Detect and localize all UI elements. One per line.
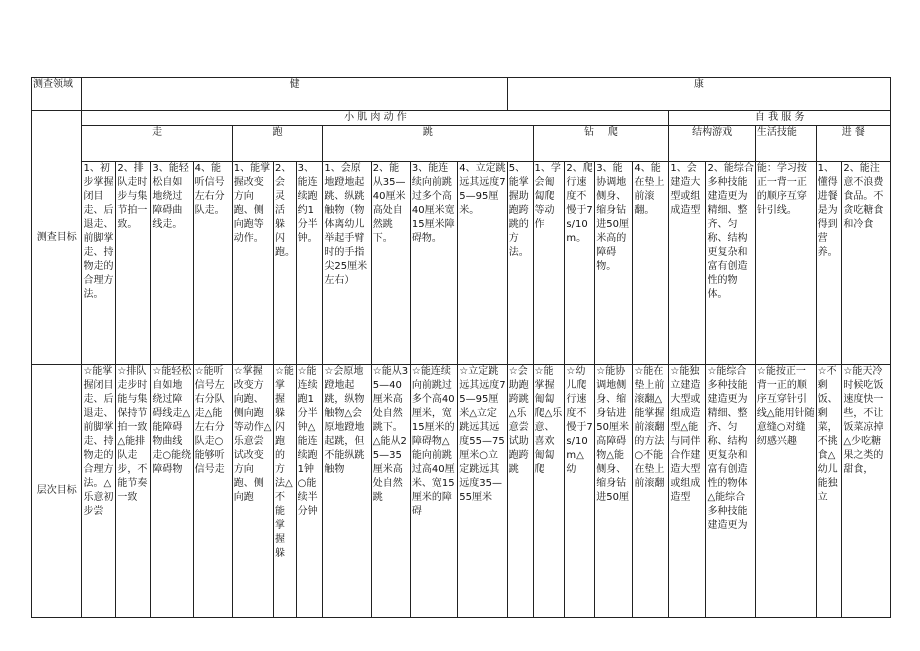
level-cell: ☆不剩饭、剩菜，不挑食△幼儿能独立 [816, 365, 842, 618]
goal-cell: 5、能掌握助跑跨跳的方法。 [507, 162, 533, 365]
goal-cell: 4、能在垫上前滚翻。 [633, 162, 669, 365]
goal-cell: 能：学习按正一背一正的顺序互穿针引线。 [755, 162, 816, 365]
goal-cell: 1、会建造大型或组成造型 [669, 162, 706, 365]
level-cell: ☆排队走步时能与集保持节拍一致△能排队走步，不能节奏一致 [116, 365, 151, 618]
level-cell: ☆能连续向前跳过多个高40厘米，宽15厘米的障碍物△能向前跳过高40厘米、宽15厘米的障碍 [410, 365, 457, 618]
dining-header: 进 餐 [816, 126, 890, 162]
domain-health-right: 康 [507, 78, 890, 111]
drill-header-right: 爬 [607, 127, 618, 138]
goal-cell: 1、懂得进餐是为得到营养。 [816, 162, 842, 365]
level-cell: ☆能听信号左右分队走△能左右分队走○能够听信号走 [193, 365, 232, 618]
level-cell: ☆能从35—40厘米高处自然跳下。△能从25—35厘米高处自然跳 [371, 365, 410, 618]
goal-cell: 3、能连续向前跳过多个高40厘米宽15厘米障碍物。 [410, 162, 457, 365]
level-cell: ☆幼儿爬行速度不慢于7s/10m△幼 [565, 365, 595, 618]
goal-row-label: 测查目标 [32, 111, 82, 365]
goal-cell: 2、能从35—40厘米高处自然跳下。 [371, 162, 410, 365]
goal-cell: 2、会灵活躲闪跑。 [273, 162, 296, 365]
jump-header: 跳 [323, 126, 533, 162]
walk-header: 走 [82, 126, 232, 162]
level-cell: ☆掌握改变方向跑、侧向跑等动作△乐意尝试改变方向跑、侧向跑 [232, 365, 273, 618]
goal-cell: 1、初步掌握闭目走、后退走、前脚掌走、持物走的合理方法。 [82, 162, 116, 365]
goal-cell: 1、能掌握改变方向跑、侧向跑等动作。 [232, 162, 273, 365]
domain-health-left: 健 [82, 78, 507, 111]
level-cell: ☆能掌握匍匐爬△乐意、喜欢匍匐爬 [533, 365, 565, 618]
field-label: 测查领域 [32, 78, 82, 111]
assessment-table [31, 77, 891, 618]
goal-cell: 3、能连续跑约1分半钟。 [296, 162, 323, 365]
goal-cell: 1、学会匍匐爬等动作 [533, 162, 565, 365]
level-cell: ☆能天冷时候吃饭速度快一些，不让饭菜凉掉△少吃糖果之类的甜食， [842, 365, 891, 618]
goal-cell: 4、立定跳远其远度75—95厘米。 [458, 162, 508, 365]
level-cell: ☆能连续跑1分半钟△能连续跑1钟○能续半分钟 [296, 365, 323, 618]
level-cell: ☆能综合多种技能建造更为精细、整齐、匀称、结构更复杂和富有创造性的物体△能综合多种技能建造更为 [706, 365, 755, 618]
goal-cell: 3、能协调地侧身、缩身钻进50厘米高的障碍物。 [595, 162, 633, 365]
level-cell: ☆能掌握闭目走、后退走、前脚掌走、持物走的合理方法。△乐意初步尝 [82, 365, 116, 618]
drill-header [533, 126, 669, 162]
goal-cell: 2、能综合多种技能建造更为精细、整齐、匀称、结构更复杂和富有创造性的物体。 [706, 162, 755, 365]
level-cell: ☆能按正一背一正的顺序互穿针引线△能用针随意缝○对缝纫感兴趣 [755, 365, 816, 618]
level-cell: ☆会原地蹬地起跳，纵物触物△会原地蹬地起跳，但不能纵跳触物 [323, 365, 371, 618]
level-cell: ☆能轻松自如地绕过障碍线走△能障碍物曲线走○能绕障碍物 [151, 365, 193, 618]
life-skill-header: 生活技能 [755, 126, 816, 162]
self-service-header: 自 我 服 务 [669, 111, 891, 126]
small-muscle-header: 小 肌 肉 动 作 [82, 111, 669, 126]
goal-cell: 4、能听信号左右分队走。 [193, 162, 232, 365]
goal-cell: 2、排队走时步与集节拍一致。 [116, 162, 151, 365]
goal-cell: 2、爬行速度不慢于7s/10m。 [565, 162, 595, 365]
drill-header-left: 钻 [583, 127, 608, 138]
level-cell: ☆能独立建造大型或组成造型△能与同伴合作建造大型或组成造型 [669, 365, 706, 618]
goal-cell: 3、能轻松自如地绕过障碍曲线走。 [151, 162, 193, 365]
level-cell: ☆能协调地侧身、缩身钻进50厘米高障碍物△能侧身、缩身钻进50厘 [595, 365, 633, 618]
level-cell: ☆会助跑跨跳△乐意尝试助跑跨跳 [507, 365, 533, 618]
run-header: 跑 [232, 126, 323, 162]
level-cell: ☆立定跳远其远度75—95厘米△立定跳远其远度55—75厘米○立定跳远其远度35—55厘米 [458, 365, 508, 618]
goal-cell: 1、会原地蹬地起跳、纵跳触物（物体离幼儿举起手臂时的手指尖25厘米左右） [323, 162, 371, 365]
level-cell: ☆能掌握躲闪跑的方法△不能掌握躲 [273, 365, 296, 618]
level-row-label: 层次目标 [32, 365, 82, 618]
structure-game-header: 结构游戏 [669, 126, 755, 162]
level-cell: ☆能在垫上前滚翻△能掌握前滚翻的方法○不能在垫上前滚翻 [633, 365, 669, 618]
goal-cell: 2、能注意不浪费食品。不贪吃糖食和冷食 [842, 162, 891, 365]
